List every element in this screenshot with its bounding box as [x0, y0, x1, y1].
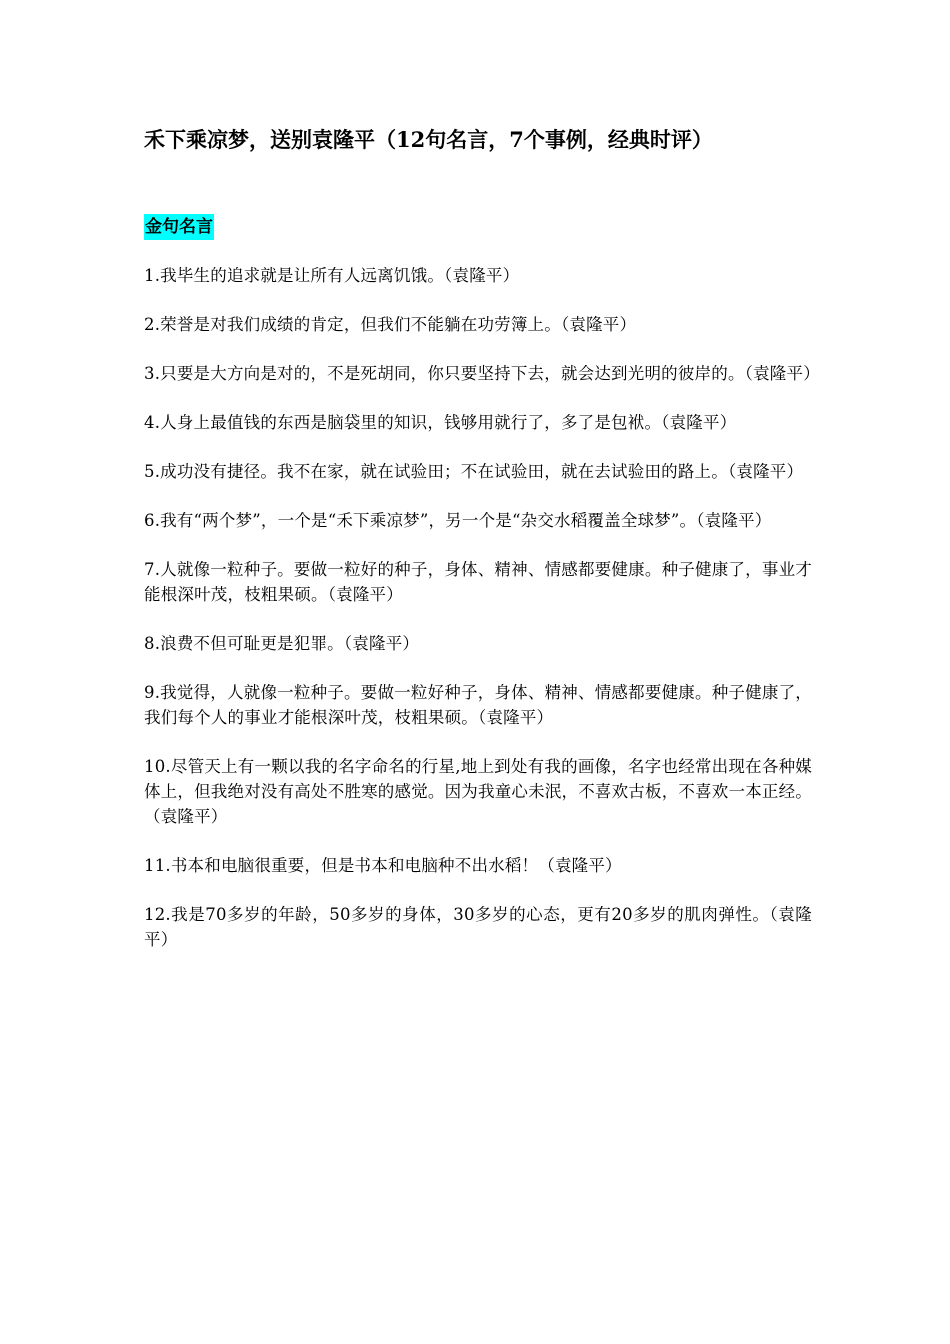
quote-item: 10.尽管天上有一颗以我的名字命名的行星,地上到处有我的画像，名字也经常出现在各种媒体上，但我绝对没有高处不胜寒的感觉。因为我童心未泯，不喜欢古板，不喜欢一本正经。（袁隆平） — [144, 757, 812, 826]
section-label-highlighted: 金句名言 — [144, 214, 214, 240]
quote-item: 4.人身上最值钱的东西是脑袋里的知识，钱够用就行了，多了是包袱。（袁隆平） — [144, 413, 737, 432]
quote-item: 2.荣誉是对我们成绩的肯定，但我们不能躺在功劳簿上。（袁隆平） — [144, 315, 637, 334]
quote-item: 8.浪费不但可耻更是犯罪。（袁隆平） — [144, 634, 420, 653]
quote-item: 11.书本和电脑很重要，但是书本和电脑种不出水稻！（袁隆平） — [144, 856, 622, 875]
quote-item: 1.我毕生的追求就是让所有人远离饥饿。（袁隆平） — [144, 266, 520, 285]
quote-item: 3.只要是大方向是对的，不是死胡同，你只要坚持下去，就会达到光明的彼岸的。（袁隆平） — [144, 364, 820, 383]
quote-item: 5.成功没有捷径。我不在家，就在试验田；不在试验田，就在去试验田的路上。（袁隆平） — [144, 462, 804, 481]
quote-item: 7.人就像一粒种子。要做一粒好的种子，身体、精神、情感都要健康。种子健康了，事业才能根深叶茂，枝粗果硕。（袁隆平） — [144, 560, 812, 604]
quote-item: 6.我有“两个梦”，一个是“禾下乘凉梦”，另一个是“杂交水稻覆盖全球梦”。（袁隆平） — [144, 511, 772, 530]
quote-list — [144, 263, 820, 976]
document-title: 禾下乘凉梦，送别袁隆平（12句名言，7个事例，经典时评） — [144, 127, 713, 152]
quote-item: 12.我是70多岁的年龄，50多岁的身体，30多岁的心态，更有20多岁的肌肉弹性。（袁隆平） — [144, 905, 812, 949]
quote-item: 9.我觉得，人就像一粒种子。要做一粒好种子，身体、精神、情感都要健康。种子健康了，我们每个人的事业才能根深叶茂，枝粗果硕。（袁隆平） — [144, 683, 812, 727]
